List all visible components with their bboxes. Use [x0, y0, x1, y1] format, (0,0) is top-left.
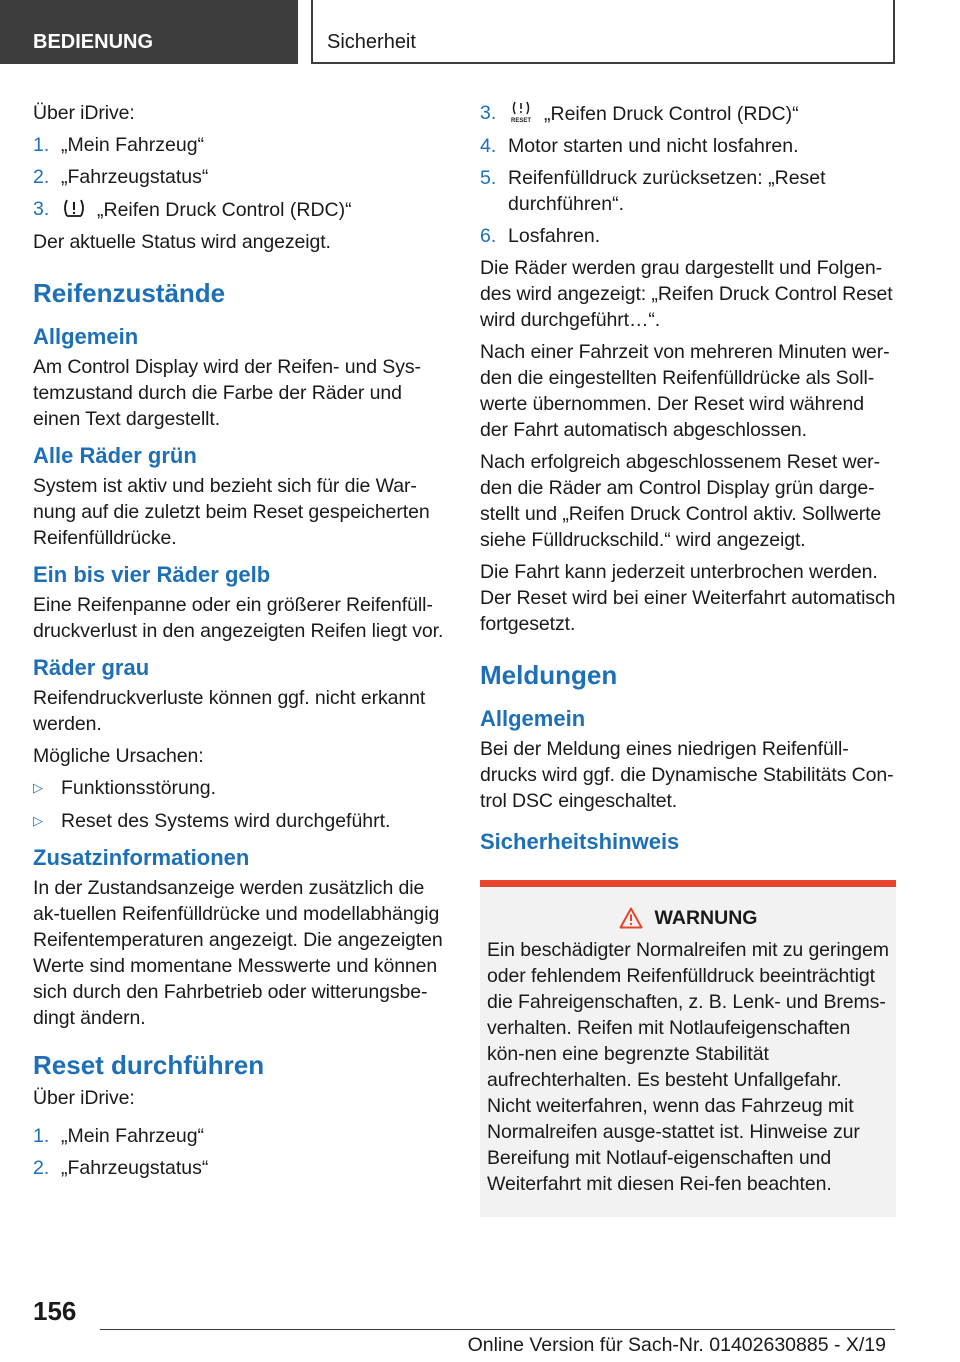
list-item: [33, 196, 453, 223]
triangle-bullet-icon: ▷: [33, 780, 43, 795]
step-number: 6.: [480, 225, 497, 247]
paragraph-gelb: Eine Reifenpanne oder ein größerer Reifenfüll-druckverlust in den angezeigten Reifen liegt vor.: [33, 594, 444, 642]
right-column: [480, 100, 896, 1217]
step-number: 3.: [33, 198, 50, 220]
warning-title: [487, 905, 889, 931]
paragraph-4: Die Fahrt kann jederzeit unterbrochen werden. Der Reset wird bei einer Weiterfahrt automatisch fortgesetzt.: [480, 561, 896, 635]
paragraph-grau: Reifendruckverluste können ggf. nicht erkannt werden.: [33, 687, 426, 735]
list-item: [33, 808, 453, 834]
bullet-text: Reset des Systems wird durchgeführt.: [61, 810, 391, 832]
footer-text: Online Version für Sach-Nr. 01402630885 - X/19: [467, 1334, 886, 1356]
tire-pressure-reset-icon: [508, 100, 534, 124]
causes-list: [33, 775, 453, 834]
step-text: „Reifen Druck Control (RDC)“: [97, 199, 352, 221]
paragraph-3: Nach erfolgreich abgeschlossenem Reset wer-den die Räder am Control Display grün darge-stellt und „Reifen Druck Control aktiv. Sollwerte siehe Fülldruckschild.“ wird angezeigt.: [480, 451, 882, 551]
list-item: [480, 133, 896, 159]
step-number: 4.: [480, 135, 497, 157]
paragraph-1: Die Räder werden grau dargestellt und Folgen-des wird angezeigt: „Reifen Druck Control Reset wird durchgeführt…“.: [480, 257, 893, 331]
bullet-text: Funktionsstörung.: [61, 777, 217, 799]
footer-divider: [100, 1329, 895, 1330]
list-item: [480, 165, 896, 217]
list-item: [480, 100, 896, 127]
step-text: Reifenfülldruck zurücksetzen: „Reset durchführen“.: [508, 167, 826, 215]
step-text: „Reifen Druck Control (RDC)“: [544, 103, 799, 125]
step-text: „Fahrzeugstatus“: [61, 166, 209, 188]
paragraph-gruen: System ist aktiv und bezieht sich für die War-nung auf die zuletzt beim Reset gespeicherten Reifenfülldrücke.: [33, 475, 430, 549]
list-item: [33, 132, 453, 158]
warning-label: WARNUNG: [654, 907, 758, 929]
intro-text: Über iDrive:: [33, 102, 135, 124]
intro-text-2: Über iDrive:: [33, 1087, 135, 1109]
paragraph-2: Nach einer Fahrzeit von mehreren Minuten wer-den die eingestellten Reifenfülldrücke als Soll-werte übernommen. Der Reset wird während der Fahrt automatisch abgeschlossen.: [480, 341, 890, 441]
heading-alle-raeder-gruen: Alle Räder grün: [33, 443, 197, 468]
heading-allgemein: Allgemein: [33, 324, 139, 349]
step-text: „Mein Fahrzeug“: [61, 134, 205, 156]
warning-text: Ein beschädigter Normalreifen mit zu geringem oder fehlendem Reifenfülldruck beeinträchtigt die Fahreigenschaften, z. B. Lenk- und Brems-verhalten. Reifen mit Notlaufeigenschaften kön-nen eine begrenzte Stabilität aufrechterhalten. Es besteht Unfallgefahr. Nicht weiterfahren, wenn das Fahrzeug mit Normalreifen ausge-stattet ist. Hinweise zur Bereifung mit Notlauf-eigenschaften und Weiterfahrt mit diesen Rei-fen beachten.: [487, 939, 889, 1195]
paragraph-meldungen: Bei der Meldung eines niedrigen Reifenfüll-drucks wird ggf. die Dynamische Stabilitäts Con-trol DSC eingeschaltet.: [480, 738, 894, 812]
triangle-bullet-icon: ▷: [33, 813, 43, 828]
list-item: [33, 164, 453, 190]
header-chapter: Sicherheit: [311, 0, 895, 64]
step-number: 5.: [480, 167, 497, 189]
step-number: 3.: [480, 102, 497, 124]
list-item: [33, 775, 453, 801]
reset-icon-label: RESET: [510, 118, 532, 124]
header-section: BEDIENUNG: [0, 0, 298, 64]
step-text: Motor starten und nicht losfahren.: [508, 135, 799, 157]
step-number: 2.: [33, 1157, 50, 1179]
paragraph-ursachen: Mögliche Ursachen:: [33, 745, 204, 767]
list-item: [33, 1155, 453, 1181]
step-number: 2.: [33, 166, 50, 188]
heading-reifenzustaende: Reifenzustände: [33, 278, 226, 308]
heading-raeder-gelb: Ein bis vier Räder gelb: [33, 562, 271, 587]
paragraph-allgemein: Am Control Display wird der Reifen- und Sys-temzustand durch die Farbe der Räder und einen Text dargestellt.: [33, 356, 421, 430]
reset-steps-list: [33, 1123, 453, 1181]
tire-pressure-icon: [61, 196, 87, 220]
list-item: [33, 1123, 453, 1149]
list-item: [480, 223, 896, 249]
heading-sicherheitshinweis: Sicherheitshinweis: [480, 829, 680, 854]
heading-raeder-grau: Räder grau: [33, 655, 150, 680]
heading-zusatzinformationen: Zusatzinformationen: [33, 845, 250, 870]
paragraph-zusatz: In der Zustandsanzeige werden zusätzlich die ak-tuellen Reifenfülldrücke und modellabhängig Reifentemperaturen angezeigt. Die angezeigten Werte sind momentane Messwerte und können sich durch den Fahrbetrieb oder witterungsbe-dingt ändern.: [33, 877, 443, 1029]
left-column: [33, 100, 453, 1187]
step-text: Losfahren.: [508, 225, 601, 247]
heading-reset: Reset durchführen: [33, 1050, 265, 1080]
status-text: Der aktuelle Status wird angezeigt.: [33, 231, 331, 253]
warning-triangle-icon: [619, 907, 643, 929]
heading-meldungen: Meldungen: [480, 660, 618, 690]
step-text: „Mein Fahrzeug“: [61, 1125, 205, 1147]
heading-allgemein-meldungen: Allgemein: [480, 706, 586, 731]
warning-box: [480, 880, 896, 1217]
page-number: 156: [33, 1296, 77, 1326]
step-number: 1.: [33, 134, 50, 156]
step-number: 1.: [33, 1125, 50, 1147]
reset-steps-continued: [480, 100, 896, 249]
step-text: „Fahrzeugstatus“: [61, 1157, 209, 1179]
idrive-steps-list: [33, 132, 453, 223]
